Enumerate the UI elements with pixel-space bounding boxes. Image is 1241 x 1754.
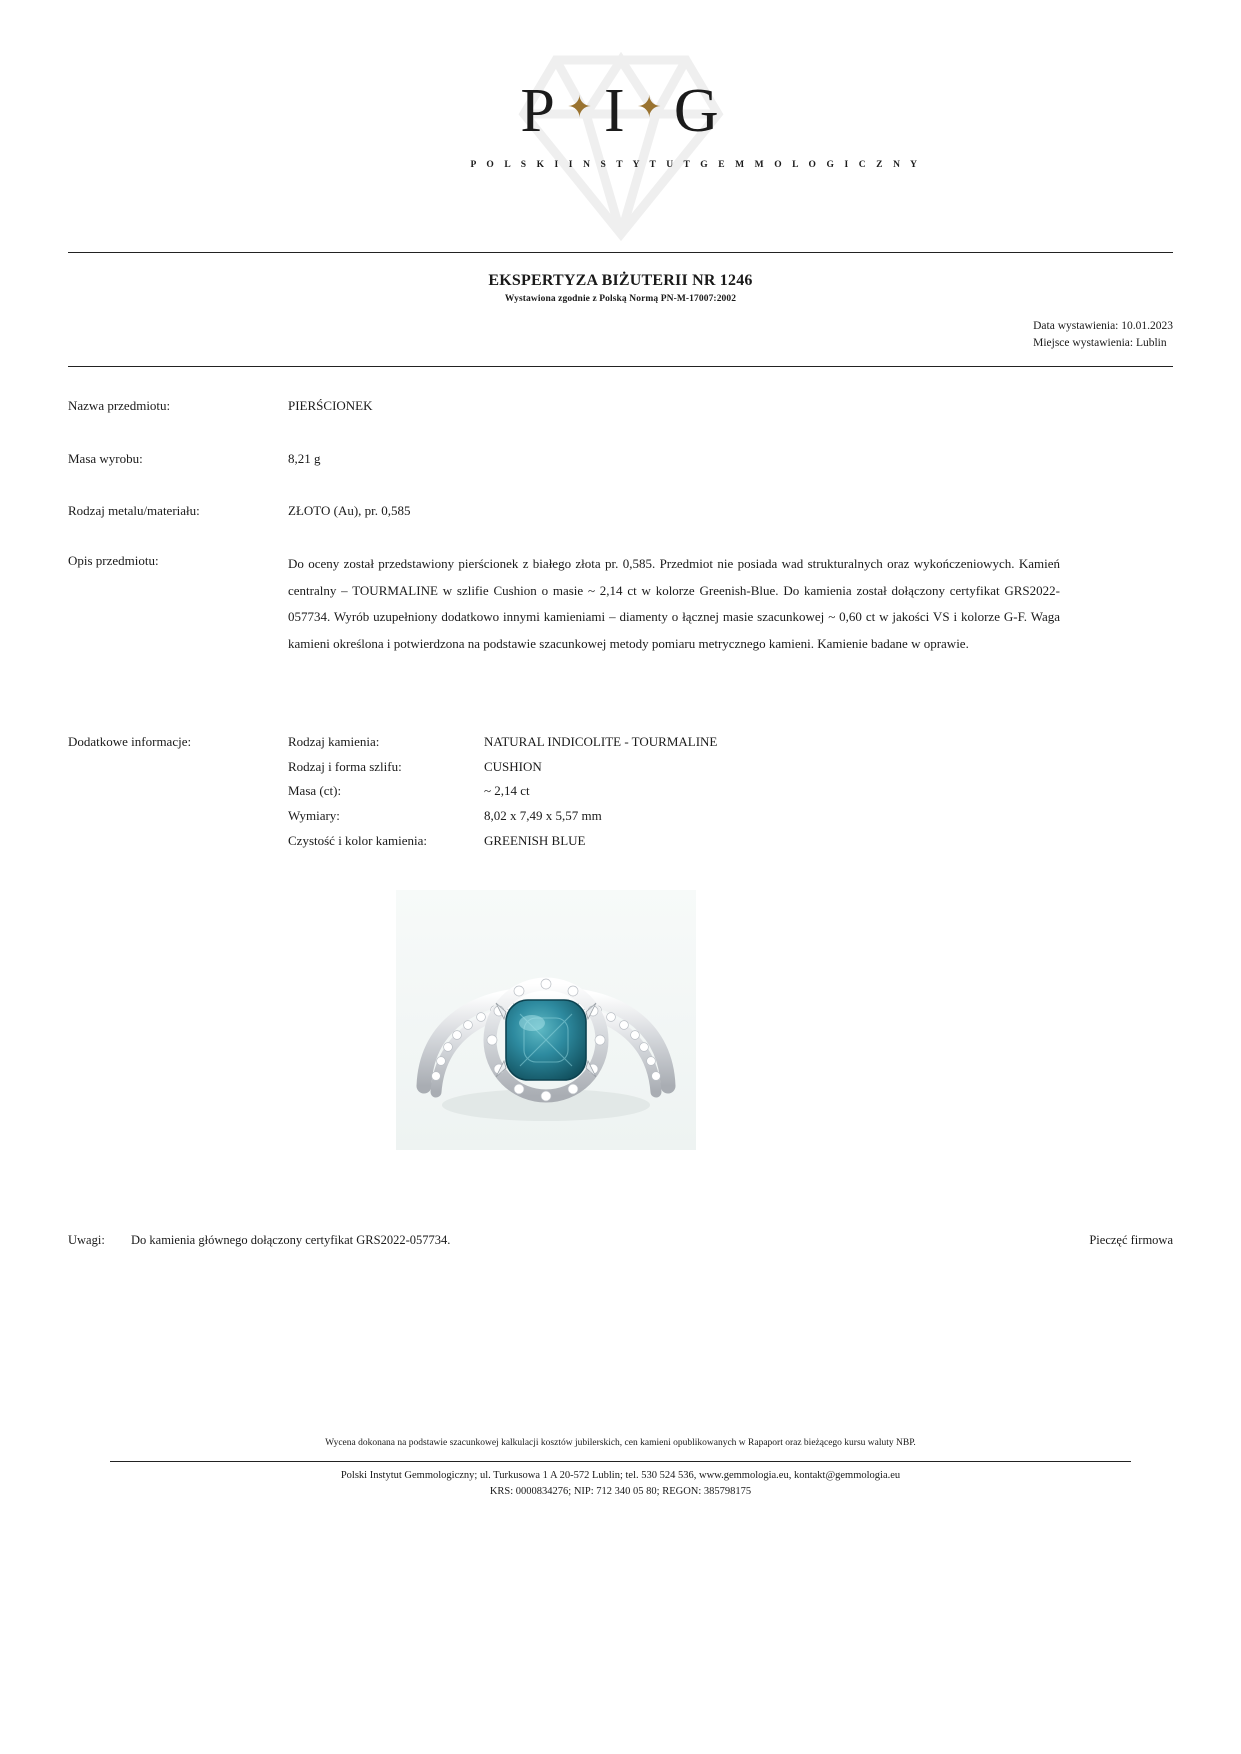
dimensions-label: Wymiary:: [288, 807, 340, 823]
clarity-color-label: Czystość i kolor kamienia:: [288, 832, 428, 848]
stone-type-label: Rodzaj kamienia:: [288, 734, 380, 749]
table-row: [288, 734, 904, 759]
cut-type-value: CUSHION: [484, 758, 542, 774]
issue-place: Miejsce wystawienia: Lublin: [1033, 336, 1167, 349]
divider-middle: [68, 366, 1173, 367]
pig-logo: [470, 52, 922, 247]
additional-info-label: Dodatkowe informacje:: [68, 734, 192, 749]
ring-illustration: [396, 890, 696, 1150]
footer-contact: [0, 1468, 1241, 1500]
additional-info-table: [288, 734, 904, 857]
table-row: [288, 833, 904, 858]
page-subtitle: Wystawiona zgodnie z Polską Normą PN-M-17007:2002: [504, 294, 737, 304]
notes-label: Uwagi:: [68, 1233, 105, 1247]
footer-contact-line-1: Polski Instytut Gemmologiczny; ul. Turkusowa 1 A 20-572 Lublin; tel. 530 524 536, www.gemmologia.eu, kontakt@gemmologia.eu: [340, 1470, 901, 1481]
document-header: [0, 52, 1241, 247]
field-item-name: [68, 398, 1173, 414]
field-item-mass-value: 8,21 g: [288, 451, 321, 466]
issue-date: Data wystawienia: 10.01.2023: [1033, 320, 1173, 332]
cut-type-label: Rodzaj i forma szlifu:: [288, 758, 402, 774]
table-row: [288, 759, 904, 784]
jewelry-photo: [396, 890, 696, 1150]
logo-subtitle: P O L S K I I N S T Y T U T G E M M O L O G I C Z N Y: [470, 160, 922, 170]
logo-letter-i: I: [604, 77, 627, 145]
notes-text: Do kamienia głównego dołączony certyfikat GRS2022-057734.: [131, 1233, 451, 1247]
field-item-mass: [68, 451, 1173, 467]
issue-meta: [1033, 318, 1173, 351]
stone-type-value: NATURAL INDICOLITE - TOURMALINE: [484, 734, 718, 749]
field-description-value: Do oceny został przedstawiony pierścionek z białego złota pr. 0,585. Przedmiot nie posiada wad strukturalnych oraz wykończeniowych. Kamień centralny – TOURMALINE w szlifie Cushion o masie ~ 2,14 ct w kolorze Greenish-Blue. Do kamienia został dołączony certyfikat GRS2022-057734. Wyrób uzupełniony dodatkowo innymi kamieniami – diamenty o łącznej masie szacunkowej ~ 0,60 ct w jakości VS i kolorze G-F. Waga kamieni określona i potwierdzona na podstawie szacunkowej metody pomiaru metrycznego kamieni. Kamienie badane w oprawie.: [288, 556, 1060, 651]
logo-letter-g: G: [673, 77, 721, 145]
title-block: [0, 272, 1241, 304]
table-row: [288, 808, 904, 833]
field-item-metal-value: ZŁOTO (Au), pr. 0,585: [288, 503, 411, 518]
logo-separator-2: ✦: [636, 91, 664, 124]
field-item-metal: [68, 503, 1173, 519]
table-row: [288, 783, 904, 808]
valuation-note: Wycena dokonana na podstawie szacunkowej kalkulacji kosztów jubilerskich, cen kamieni opublikowanych w Rapaport oraz bieżącego kursu waluty NBP.: [325, 1438, 916, 1448]
logo-separator-1: ✦: [566, 91, 595, 124]
field-item-name-value: PIERŚCIONEK: [288, 398, 373, 413]
carat-value: ~ 2,14 ct: [484, 783, 530, 799]
field-description-label: Opis przedmiotu:: [68, 553, 159, 568]
company-stamp-label: Pieczęć firmowa: [1089, 1233, 1173, 1247]
logo-letters: [471, 77, 771, 145]
field-item-name-label: Nazwa przedmiotu:: [68, 398, 171, 413]
field-item-mass-label: Masa wyrobu:: [68, 451, 143, 466]
logo-letter-p: P: [520, 77, 557, 145]
footer-contact-line-2: KRS: 0000834276; NIP: 712 340 05 80; REGON: 385798175: [489, 1485, 752, 1497]
carat-label: Masa (ct):: [288, 783, 342, 799]
page-title: EKSPERTYZA BIŻUTERII NR 1246: [488, 272, 753, 289]
dimensions-value: 8,02 x 7,49 x 5,57 mm: [484, 807, 602, 823]
divider-top: [68, 252, 1173, 253]
field-item-metal-label: Rodzaj metalu/materiału:: [68, 503, 200, 518]
divider-footer: [110, 1461, 1131, 1462]
clarity-color-value: GREENISH BLUE: [484, 832, 586, 848]
